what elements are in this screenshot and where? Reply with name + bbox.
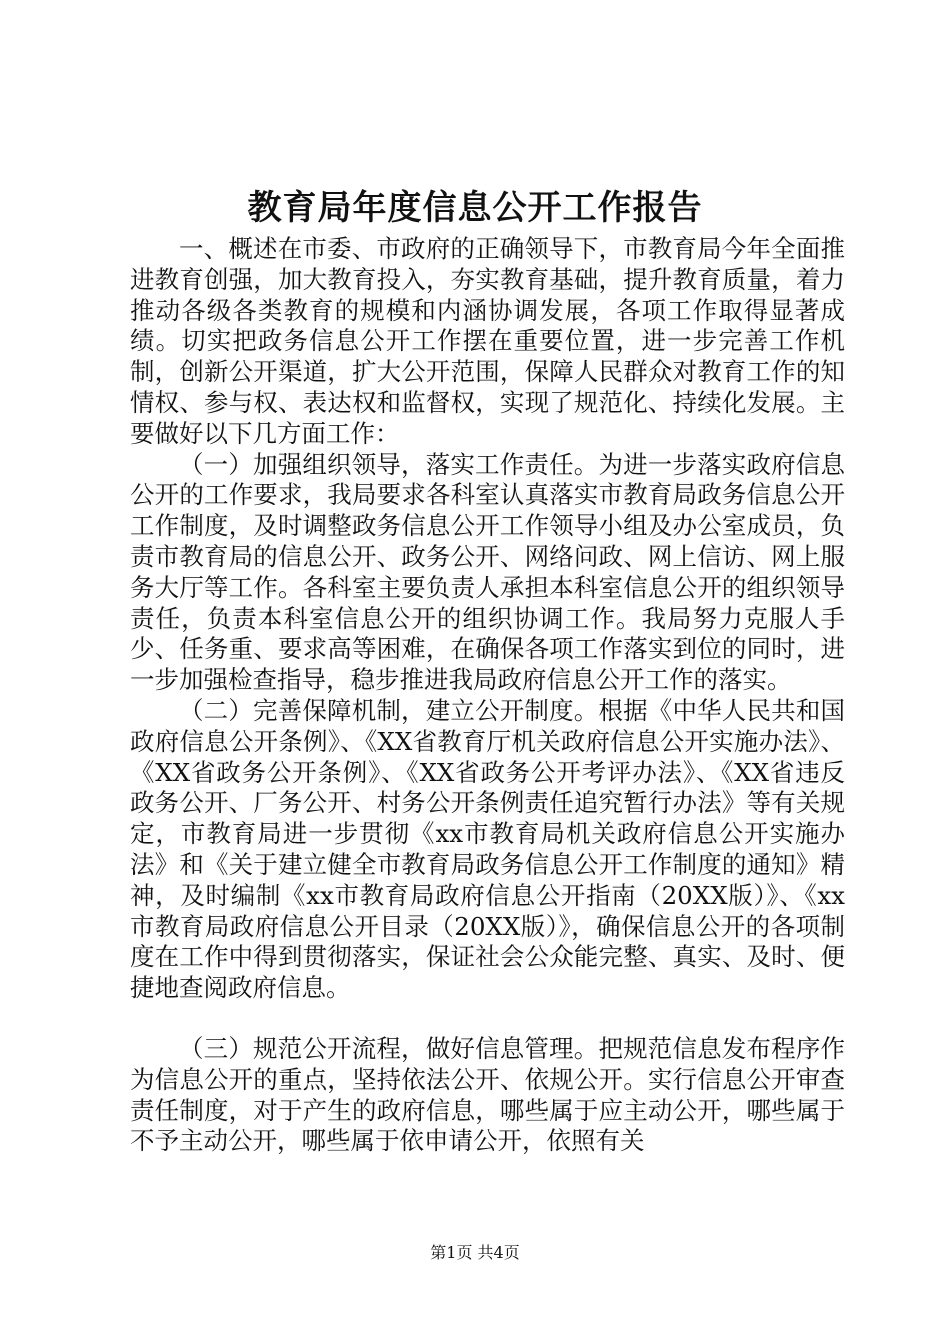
- paragraph-section-3: （三）规范公开流程，做好信息管理。把规范信息发布程序作为信息公开的重点，坚持依法公开、依规公开。实行信息公开审查责任制度，对于产生的政府信息，哪些属于应主动公开，哪些属于不予主动公开，哪些属于依申请公开，依照有关: [130, 1033, 845, 1156]
- paragraph-overview: 一、概述在市委、市政府的正确领导下，市教育局今年全面推进教育创强，加大教育投入，夯实教育基础，提升教育质量，着力推动各级各类教育的规模和内涵协调发展，各项工作取得显著成绩。切实把政务信息公开工作摆在重要位置，进一步完善工作机制，创新公开渠道，扩大公开范围，保障人民群众对教育工作的知情权、参与权、表达权和监督权，实现了规范化、持续化发展。主要做好以下几方面工作：: [130, 234, 845, 448]
- paragraph-section-1: （一）加强组织领导，落实工作责任。为进一步落实政府信息公开的工作要求，我局要求各科室认真落实市教育局政务信息公开工作制度，及时调整政务信息公开工作领导小组及办公室成员，负责市教育局的信息公开、政务公开、网络问政、网上信访、网上服务大厅等工作。各科室主要负责人承担本科室信息公开的组织领导责任，负责本科室信息公开的组织协调工作。我局努力克服人手少、任务重、要求高等困难，在确保各项工作落实到位的同时，进一步加强检查指导，稳步推进我局政府信息公开工作的落实。: [130, 449, 845, 695]
- document-body: [130, 234, 845, 1157]
- paragraph-section-2: （二）完善保障机制，建立公开制度。根据《中华人民共和国政府信息公开条例》、《XX省教育厅机关政府信息公开实施办法》、《XX省政务公开条例》、《XX省政务公开考评办法》、《XX省违反政务公开、厂务公开、村务公开条例责任追究暂行办法》等有关规定，市教育局进一步贯彻《xx市教育局机关政府信息公开实施办法》和《关于建立健全市教育局政务信息公开工作制度的通知》精神，及时编制《xx市教育局政府信息公开指南（20XX版）》、《xx市教育局政府信息公开目录（20XX版）》，确保信息公开的各项制度在工作中得到贯彻落实，保证社会公众能完整、真实、及时、便捷地查阅政府信息。: [130, 695, 845, 1003]
- page-title: 教育局年度信息公开工作报告: [247, 188, 703, 228]
- page-footer: 第1页 共4页: [430, 1243, 520, 1262]
